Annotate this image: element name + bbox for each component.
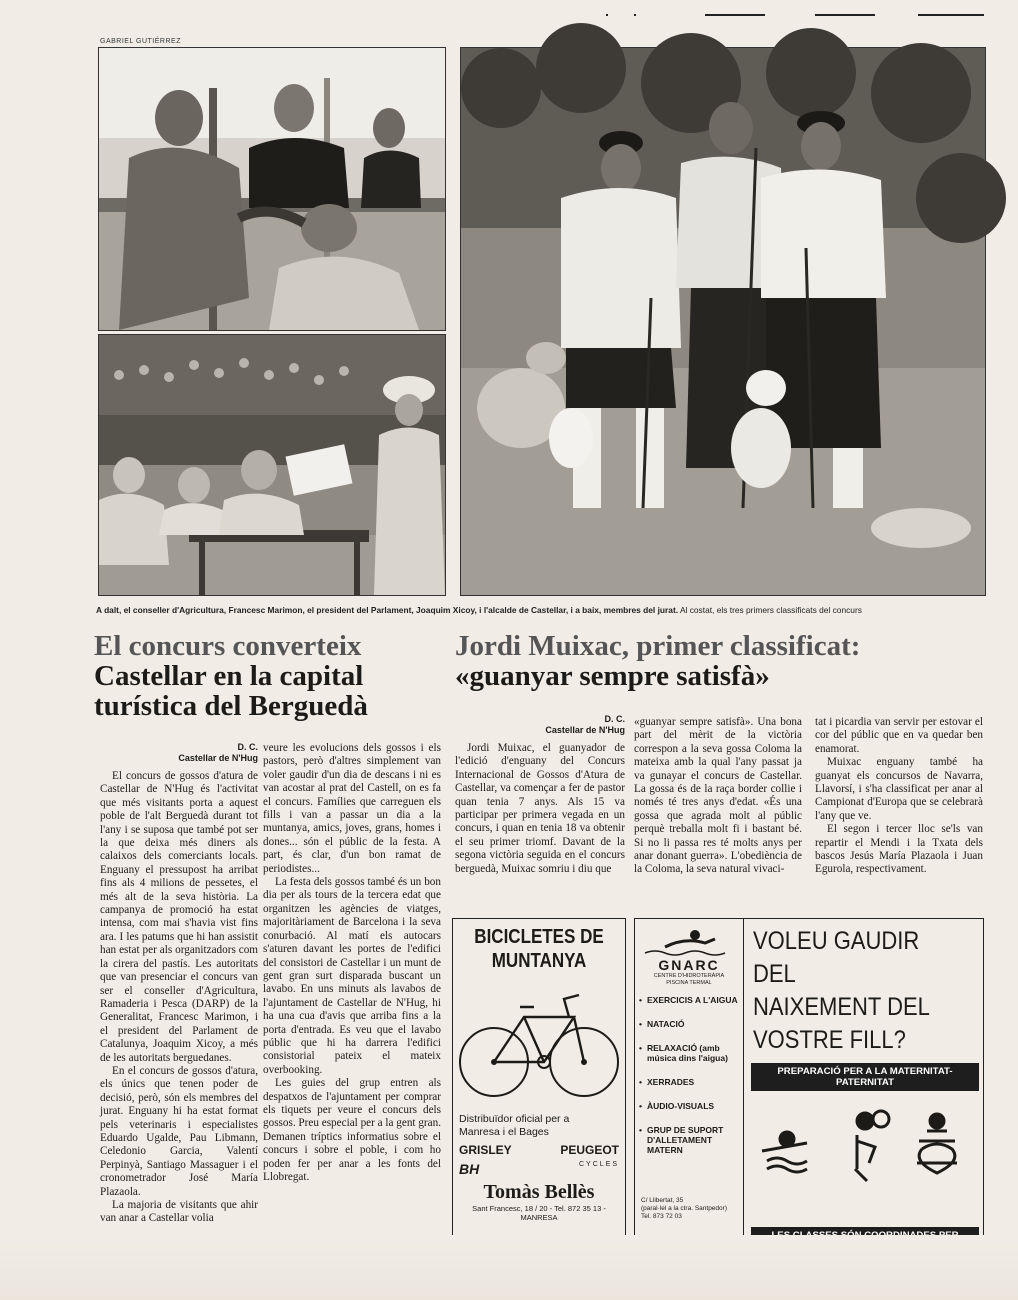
gnarc-contact-street: C/ Llibertat, 35 [641, 1197, 684, 1204]
gnarc-headline-line-3: VOSTRE FILL? [753, 1026, 906, 1054]
gnarc-contact-note: (paral·lel a la ctra. Santpedor) [641, 1205, 727, 1212]
bike-ad-brands-row-2 [459, 1161, 619, 1177]
bicycle-icon [454, 977, 624, 1107]
gnarc-sidebar [635, 919, 744, 1235]
left-headline [94, 632, 444, 722]
left-article-column-2 [263, 742, 441, 1184]
gnarc-logo: GNARC [658, 957, 720, 973]
left-byline [100, 742, 258, 764]
shop-address: Sant Francesc, 18 / 20 - Tel. 872 35 13 - MANRESA [472, 1204, 606, 1222]
left-headline-line-3: turística del Berguedà [94, 689, 368, 722]
right-byline-place: Castellar de N'Hug [545, 724, 625, 735]
left-col2-paragraph-1: veure les evolucions dels gossos i els pastors, però d'altres simplement van voler gaudir d'un dia de descans i ni es van acostar al prat del Castell, on es fa el concurs. Famílies que carreguen els fills i van a passar un dia a la muntanya, amics, joves, grans, homes i dones... són el públic de la festa. A part, és clar, d'un bon ramat de periodistes... [263, 742, 441, 875]
gnarc-logo-subtitle-line-2: PISCINA TERMAL [666, 980, 712, 986]
left-headline-line-1: El concurs converteix [94, 630, 362, 662]
left-col2-paragraph-3: Les guies del grup entren als despatxos de l'ajuntament per comprar els tiquets per veure el concurs dels gossos. Preu especial per a la gent gran. Demanen tríptics informatius sobre el concurs i sobre el poble, i com ho poden fer per anar a les fonts del Llobregat. [263, 1077, 442, 1183]
right-headline-line-2: «guanyar sempre satisfà» [455, 659, 770, 692]
right-article-column-3 [815, 716, 983, 877]
bh-brand: BH [459, 1161, 480, 1177]
right-headline [455, 632, 975, 692]
gnarc-main [747, 919, 983, 1235]
service-item: • RELAXACIÓ (amb música dins l'aigua) [639, 1043, 743, 1063]
activity-pictograms-icon [747, 1091, 983, 1195]
right-col3-paragraph-3: El segon i tercer lloc se'ls van repartir el Mendi i la Txata dels bascos Jesús María Plazaola i Juan Egurola, respectivament. [815, 823, 983, 876]
left-col1-paragraph-2: En el concurs de gossos d'atura, els únics que tenen poder de decisió, però, són els membres del jurat. Enguany hi ha estat format pels veterinaris i especialistes Eduardo Ugalde, Pau Libmann, Celedonio Garcia, Valentí Perpinyà, Santiago Massaguer i el cronometrador José María Plazaola. [100, 1064, 258, 1198]
service-item: • ÀUDIO-VISUALS [639, 1101, 743, 1111]
photo-jury [98, 334, 446, 596]
gnarc-logo-subtitle-line-1: CENTRE D'HIDROTERÀPIA [653, 973, 725, 979]
service-item: • NATACIÓ [639, 1019, 743, 1029]
left-col2-paragraph-2: La festa dels gossos també és un bon dia per als tours de la tercera edat que organitzen les agències de viatges, majoritàriament de Barcelona i la seva conurbació. Al matí els autocars s'aturen davant les portes de l'edifici del consistori de Castellar i un munt de gent gran surt disparada buscant un lavabo. En uns minuts als lavabos de l'ajuntament de Castellar de N'Hug, hi ha una cua d'avis que arriba fins a la porta d'entrada. Es veu que el lavabo públic que hi ha darrera l'edifici consistorial pateix el mateix overbooking. [263, 876, 441, 1076]
right-col3-paragraph-2: Muixac enguany també ha guanyat els concursos de Navarra, Llavorsí, i s'ha classificat per anar al Campionat d'Europa que se celebrarà l'any que ve. [815, 756, 983, 822]
left-col1-paragraph-3: La majoria de visitants que ahir van anar a Castellar volia [100, 1199, 258, 1225]
gnarc-headline-line-2: NAIXEMENT DEL [753, 993, 930, 1021]
right-col2-paragraph-1: «guanyar sempre satisfà». Una bona part del mèrit de la victòria correspon a la seva gossa Coloma la mateixa amb la qual l'any passat ja va gunayar el concurs de Castellar. La gossa és de la raça border collie i només té tres anys d'edat. «És una gossa que agrada molt al públic perquè treballa molt fi i bastant bé. Si no li passa res té molts anys per anar donant guerra». L'obediència de la Coloma, la seva natural vivaci- [634, 716, 802, 876]
left-col1-paragraph-1: El concurs de gossos d'atura de Castellar de N'Hug és l'activitat que més visitants porta a aquest poble de l'alt Berguedà durant tot l'any i se suposa que també pot ser la que deixa més diners als calaixos dels comerciants locals. Enguany el pressupost ha arribat fins als 4 milions de pessetes, el més alt de la seva història. La campanya de promoció ha estat intensa, com mai s'havia vist fins ara. I les patums que hi han assistit han estat per als organitzadors com la cirera del pastís. Les autoritats que van presenciar el concurs van ser el conseller d'Agricultura, Ramaderia i Pesca (DARP) de la Generalitat, Francesc Marimon, i el president del Parlament de Catalunya, Joaquim Xicoy, a més de les autoritats berguedanes. [100, 770, 258, 1064]
right-article-column-1 [455, 742, 625, 876]
photo-credit: GABRIEL GUTIÉRREZ [100, 38, 181, 45]
service-item: • GRUP DE SUPORT D'ALLETAMENT MATERN [639, 1125, 743, 1155]
bike-ad-title-line-2: MUNTANYA [491, 950, 587, 972]
left-headline-line-2: Castellar en la capital [94, 659, 364, 692]
photo-authorities [98, 47, 446, 331]
peugeot-cycles-label: CYCLES [578, 1161, 619, 1168]
right-col3-paragraph-1: tat i picardia van servir per estovar el cor del públic que en va quedar ben enamorat. [815, 716, 983, 755]
top-rule-marks [600, 10, 990, 20]
left-article-column-1 [100, 770, 258, 1226]
gnarc-logo-subtitle [635, 973, 743, 987]
bicycle-shop-ad [452, 918, 626, 1236]
right-article-column-2 [634, 716, 802, 877]
gnarc-services-list [639, 995, 743, 1155]
maternity-classes-ad [634, 918, 984, 1236]
bike-ad-title [466, 925, 612, 973]
bike-ad-brands [459, 1143, 619, 1157]
right-col1-paragraph-1: Jordi Muixac, el guanyador de l'edició d'enguany del Concurs Internacional de Gossos d'Atura de Castellar, va començar a fer de pastor quan tenia 7 anys. Als 15 va participar per primera vegada en un concurs, i quan en tenia 18 va obtenir el seu primer triomf. Davant de la segona victòria seguida en el concurs berguedà, Muixac somriu i diu que [455, 742, 625, 875]
caption-normal: Al costat, els tres primers classificats del concurs [679, 605, 862, 615]
right-byline-author: D. C. [604, 714, 625, 724]
photo-winners [460, 47, 986, 596]
caption-bold: A dalt, el conseller d'Agricultura, Francesc Marimon, el president del Parlament, Joaquim Xicoy, i l'alcalde de Castellar, i a baix, membres del jurat. [96, 605, 679, 615]
gnarc-contact-phone: Tel. 873 72 03 [641, 1213, 682, 1220]
shop-name: Tomàs Bellès [483, 1181, 595, 1203]
grisley-brand: GRISLEY [459, 1143, 512, 1157]
service-item: • XERRADES [639, 1077, 743, 1087]
gnarc-bar-preparation: PREPARACIÓ PER A LA MATERNITAT-PATERNITAT [751, 1063, 979, 1091]
service-item: • EXERCICIS A L'AIGUA [639, 995, 743, 1005]
bike-ad-distributor-line-2: Manresa i el Bages [459, 1126, 549, 1138]
right-byline [455, 714, 625, 736]
photo-caption [96, 605, 976, 615]
page-bottom-margin [0, 1235, 1018, 1300]
left-byline-place: Castellar de N'Hug [178, 752, 258, 763]
left-byline-author: D. C. [237, 742, 258, 752]
right-headline-line-1: Jordi Muixac, primer classificat: [455, 630, 861, 662]
gnarc-headline [753, 925, 955, 1057]
peugeot-brand: PEUGEOT [560, 1143, 619, 1157]
bike-ad-title-line-1: BICICLETES DE [474, 926, 604, 948]
bike-ad-distributor [459, 1113, 625, 1139]
gnarc-contact [641, 1197, 727, 1221]
swimmer-logo-icon [635, 925, 743, 959]
bike-ad-distributor-line-1: Distribuïdor oficial per a [459, 1113, 570, 1125]
gnarc-headline-line-1: VOLEU GAUDIR DEL [753, 927, 920, 988]
